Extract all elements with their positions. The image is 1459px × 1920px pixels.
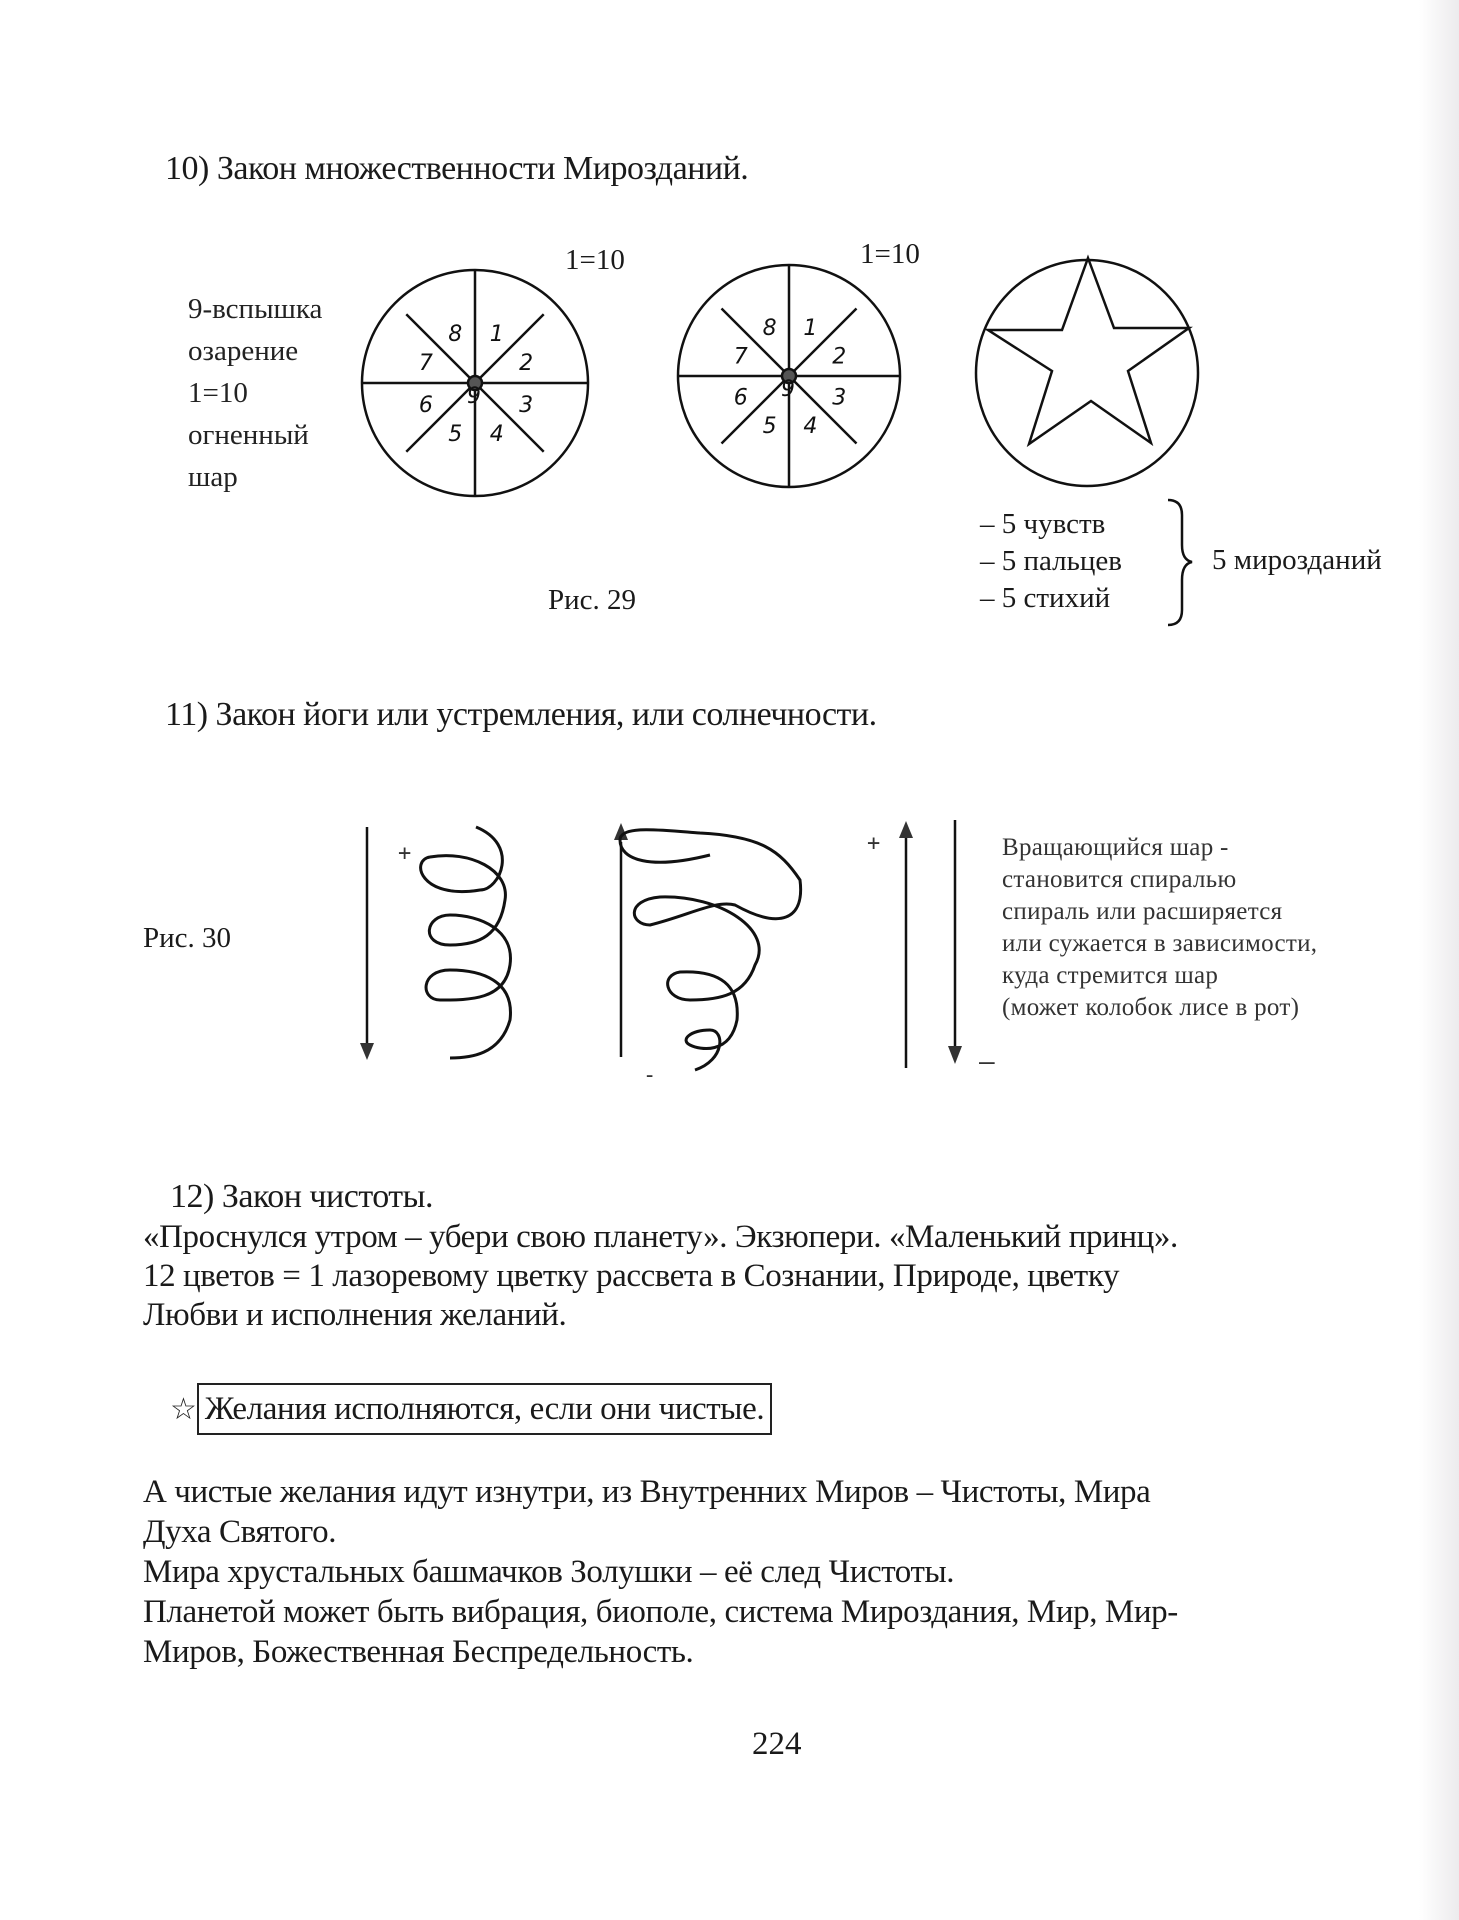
wheel-spoke: [789, 308, 857, 376]
note-line: спираль или расширяется: [1002, 898, 1283, 925]
sector-number: 3: [832, 385, 847, 411]
star-circle: [976, 260, 1198, 486]
list-item: – 5 стихий: [980, 582, 1111, 614]
section-11-heading: 11) Закон йоги или устремления, или солнечности.: [165, 696, 877, 733]
wheel-diagram-1: [362, 270, 588, 496]
wheel-spoke: [789, 376, 857, 444]
text-line: Планетой может быть вибрация, биополе, система Мироздания, Мир, Мир-: [143, 1594, 1178, 1630]
sector-number: 4: [489, 422, 504, 448]
plus-sign-2: +: [867, 831, 881, 856]
sector-number: 1: [489, 321, 504, 347]
star-icon: ☆: [170, 1393, 197, 1426]
figure-30-drawing: [360, 820, 962, 1070]
wheel2-ratio-label: 1=10: [860, 238, 920, 270]
sector-number: 6: [733, 385, 748, 411]
arrow-up-icon-2: [899, 821, 913, 838]
brace-label: 5 мирозданий: [1212, 544, 1382, 576]
note-line: Вращающийся шар -: [1002, 834, 1229, 861]
caption-line: 9-вспышка: [188, 293, 323, 325]
section-12-paragraph-1: [143, 1218, 1178, 1335]
text-line: Духа Святого.: [143, 1514, 337, 1550]
minus-sign: -: [643, 1063, 657, 1088]
sector-number: 2: [832, 344, 847, 370]
sector-number: 4: [803, 414, 818, 440]
wheel-spoke: [475, 314, 544, 383]
arrow-down-icon: [360, 1043, 374, 1060]
text-line: Мира хрустальных башмачков Золушки – её след Чистоты.: [143, 1554, 955, 1590]
text-line: Миров, Божественная Беспредельность.: [143, 1634, 694, 1670]
wheel-spoke: [406, 314, 475, 383]
spiral-right: [620, 830, 801, 1070]
caption-line: озарение: [188, 335, 299, 367]
wheel-diagram-2: [678, 265, 900, 487]
sector-number: 8: [448, 321, 463, 347]
plus-sign: +: [398, 841, 412, 866]
minus-sign-2: –: [979, 1047, 995, 1077]
wheel-spoke: [406, 383, 475, 452]
figure-29-caption: Рис. 29: [548, 584, 637, 616]
sector-number: 7: [733, 344, 748, 370]
note-line: становится спиралью: [1002, 866, 1237, 893]
text-line: «Проснулся утром – убери свою планету». Экзюпери. «Маленький принц».: [143, 1219, 1178, 1255]
five-list: [980, 506, 1122, 617]
sector-number: 5: [762, 414, 777, 440]
text-line: 12 цветов = 1 лазоревому цветку рассвета в Сознании, Природе, цветку: [143, 1258, 1120, 1294]
section-12-paragraph-2: [143, 1472, 1178, 1672]
page-number: 224: [752, 1726, 802, 1762]
spiral-note: [1002, 832, 1317, 1024]
note-line: (может колобок лисе в рот): [1002, 994, 1300, 1021]
sector-number: 2: [519, 351, 534, 377]
arrow-down-icon-2: [948, 1046, 962, 1064]
wheel-spoke: [721, 308, 789, 376]
sector-number: 3: [519, 392, 534, 418]
sector-number: 1: [803, 315, 818, 341]
center-number: 9: [467, 384, 481, 409]
spiral-left: [421, 827, 511, 1058]
note-line: куда стремится шар: [1002, 962, 1219, 989]
center-number: 9: [781, 377, 795, 402]
star-in-circle: [976, 258, 1198, 486]
wheel1-ratio-label: 1=10: [565, 244, 625, 276]
sector-number: 8: [762, 315, 777, 341]
note-line: или сужается в зависимости,: [1002, 930, 1318, 957]
wheel-spoke: [475, 383, 544, 452]
framed-statement: Желания исполняются, если они чистые.: [197, 1383, 772, 1435]
highlighted-statement-row: [170, 1383, 772, 1435]
sector-number: 6: [418, 392, 433, 418]
sector-number: 7: [418, 351, 433, 377]
text-line: А чистые желания идут изнутри, из Внутренних Миров – Чистоты, Мира: [143, 1474, 1151, 1510]
figure-30-caption: Рис. 30: [143, 922, 232, 954]
list-item: – 5 пальцев: [980, 545, 1122, 577]
list-item: – 5 чувств: [980, 508, 1106, 540]
text-line: Любви и исполнения желаний.: [143, 1297, 567, 1333]
section-10-heading: 10) Закон множественности Мирозданий.: [165, 150, 749, 187]
caption-line: шар: [188, 461, 238, 493]
sector-number: 5: [448, 422, 463, 448]
section-12-heading: 12) Закон чистоты.: [170, 1178, 433, 1215]
caption-line: огненный: [188, 419, 309, 451]
caption-line: 1=10: [188, 377, 248, 409]
curly-brace-icon: [1168, 500, 1192, 625]
wheel-spoke: [721, 376, 789, 444]
